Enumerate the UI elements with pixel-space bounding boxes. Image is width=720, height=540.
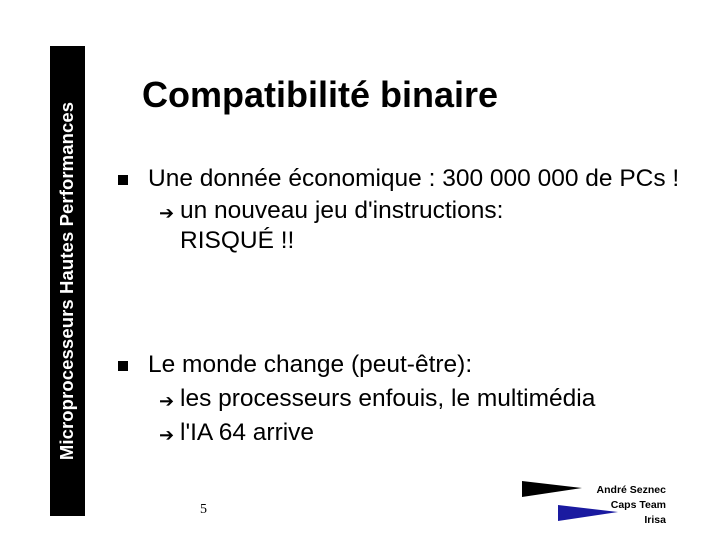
- sub-bullet-text: les processeurs enfouis, le multimédia: [180, 385, 596, 412]
- author-institute: Irisa: [644, 514, 666, 526]
- author-team: Caps Team: [610, 499, 666, 511]
- arrow-right-icon: ➔: [159, 391, 175, 411]
- sub-bullet-text: l'IA 64 arrive: [180, 419, 315, 446]
- bullet-group-2: [118, 350, 688, 448]
- arrow-right-icon: ➔: [159, 203, 175, 223]
- slide-title: Compatibilité binaire: [142, 74, 499, 115]
- bullet-item: [118, 164, 688, 194]
- bullet-text: Une donnée économique : 300 000 000 de PCs !: [148, 165, 680, 192]
- author-block: [597, 483, 666, 528]
- bullet-item: [118, 350, 688, 380]
- logo-upper-wedge: [522, 481, 582, 497]
- arrow-right-icon: ➔: [159, 425, 175, 445]
- sub-bullet-item: [118, 418, 688, 448]
- square-bullet-icon: [118, 361, 128, 371]
- square-bullet-icon: [118, 175, 128, 185]
- bullet-group-1: [118, 164, 688, 256]
- sub-bullet-item: [118, 384, 688, 414]
- sidebar-title: Microprocesseurs Hautes Performances: [56, 101, 77, 461]
- page-number: 5: [200, 502, 207, 517]
- sub-bullet-text: un nouveau jeu d'instructions: RISQUÉ !!: [180, 197, 504, 254]
- author-name: André Seznec: [596, 484, 666, 496]
- bullet-text: Le monde change (peut-être):: [148, 351, 473, 378]
- sub-bullet-item: [118, 196, 600, 256]
